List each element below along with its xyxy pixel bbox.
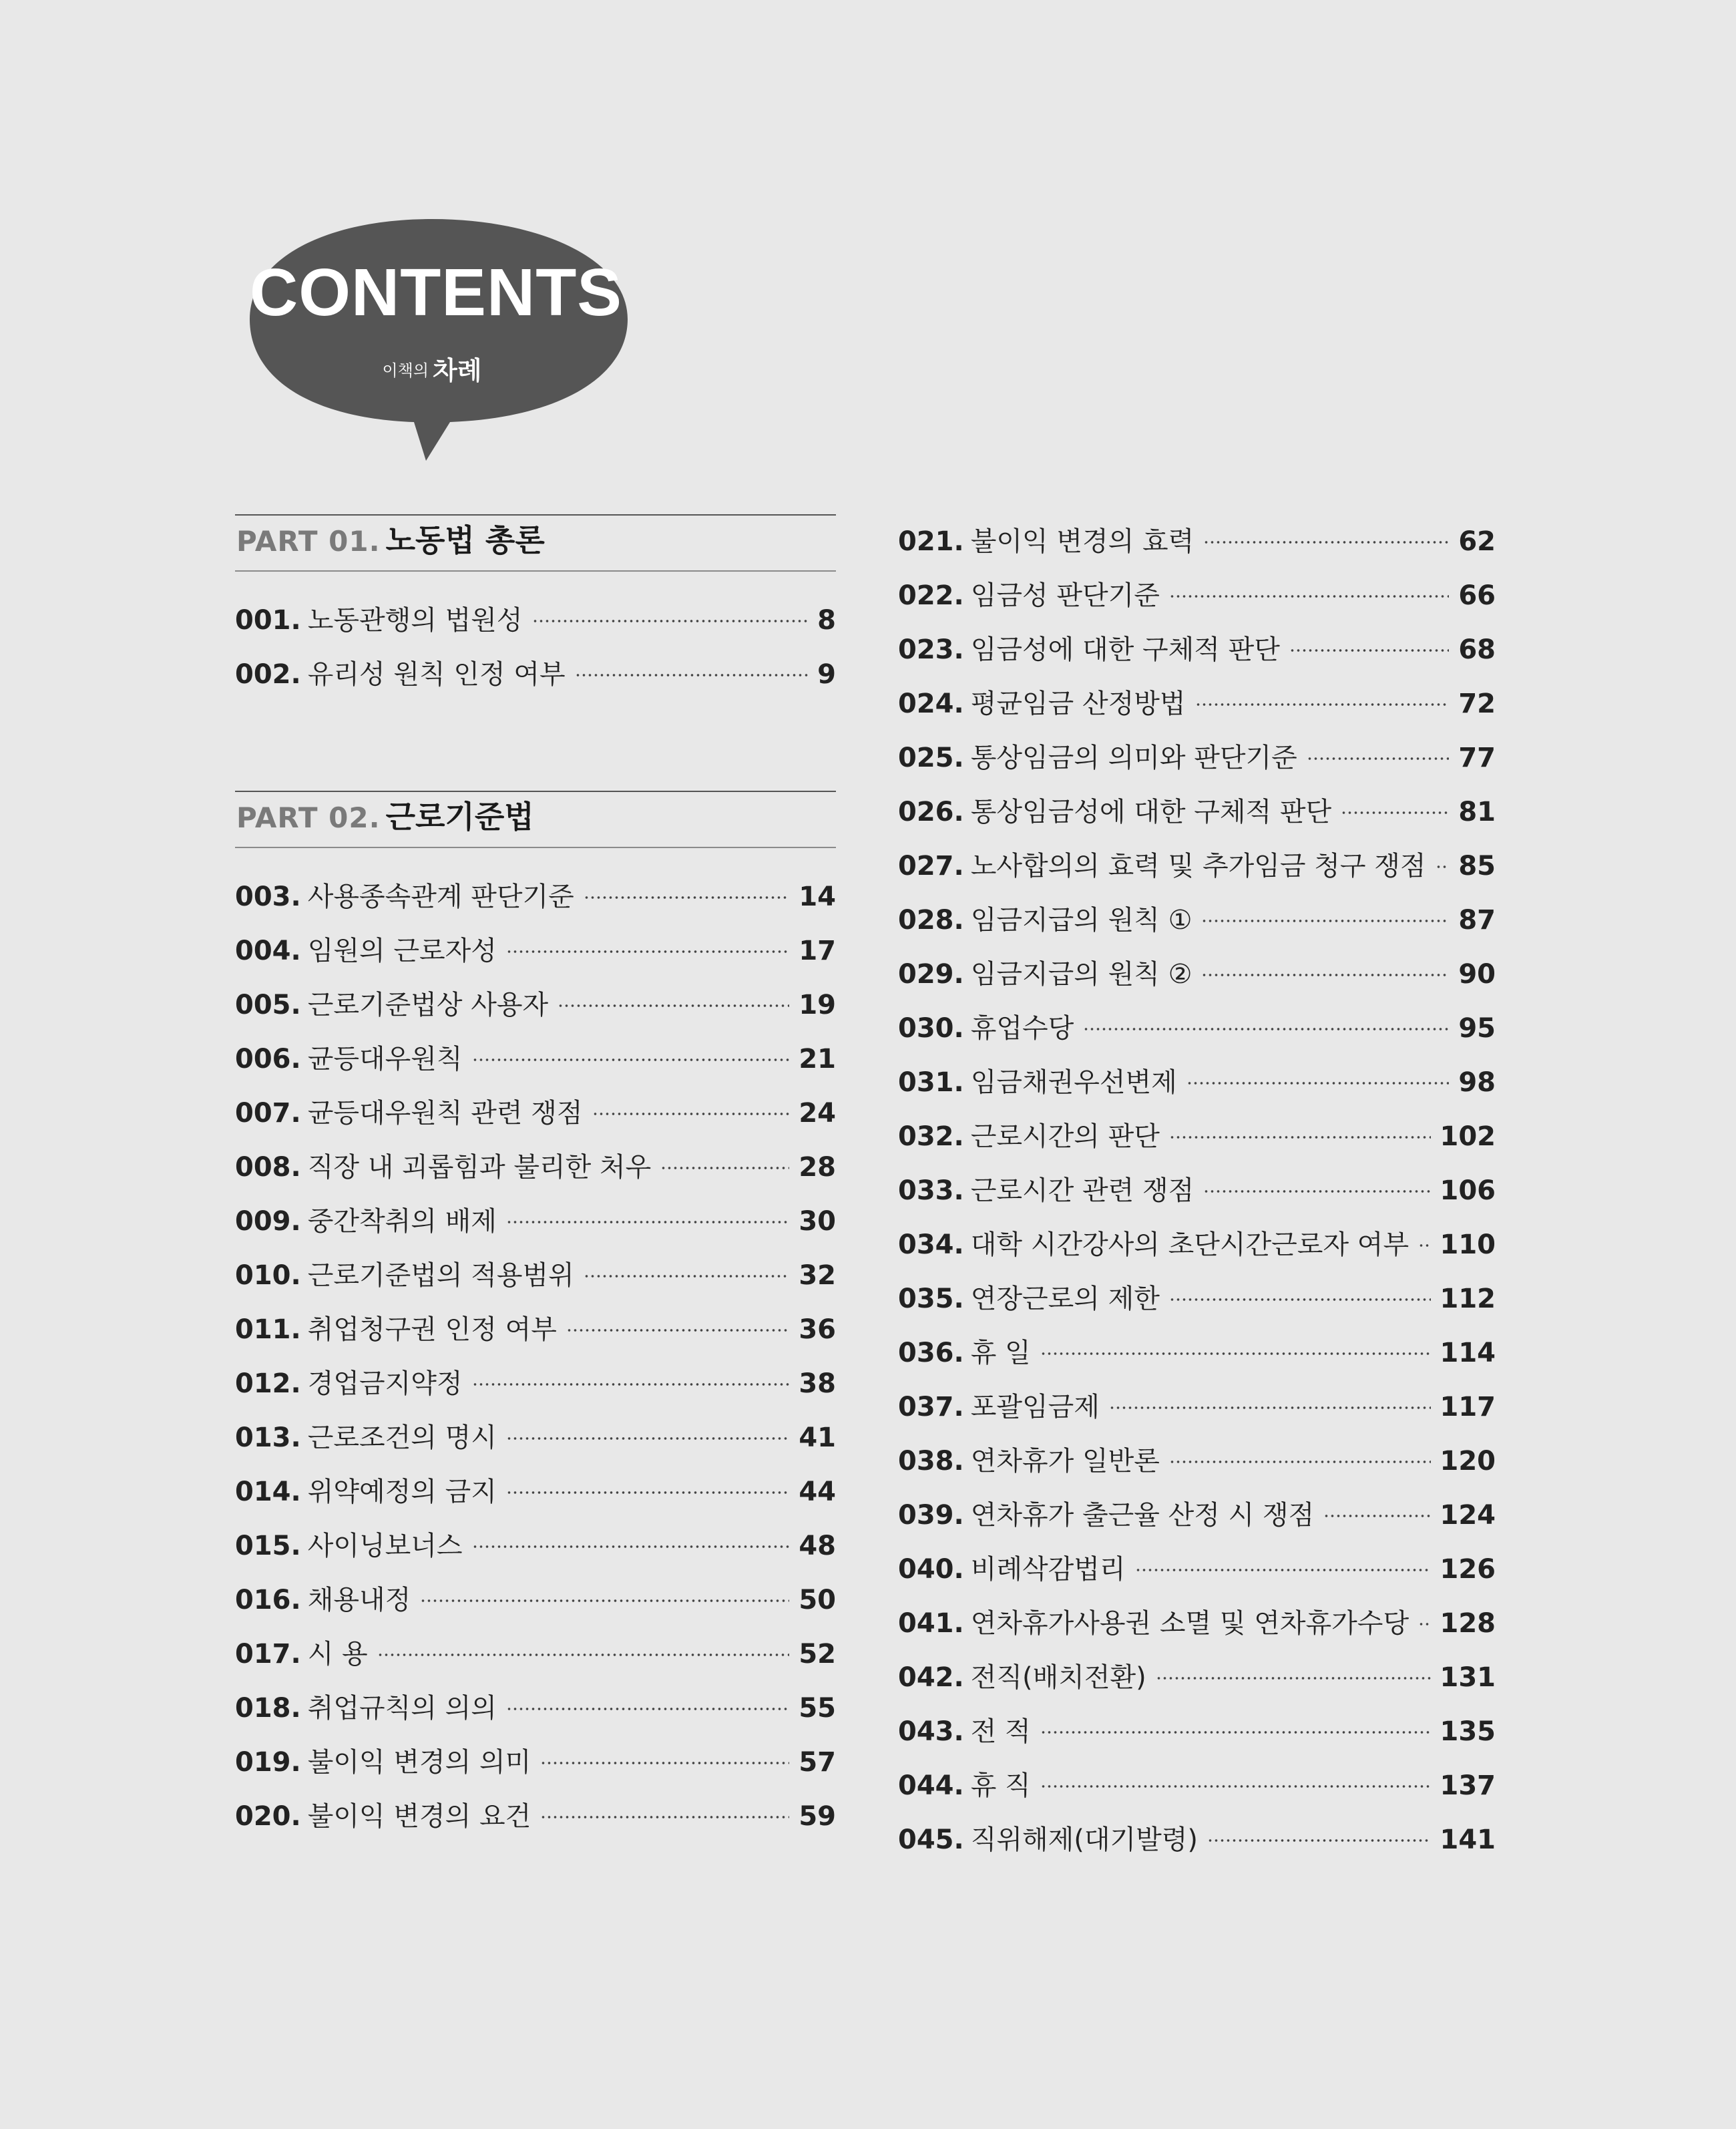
entry-number: 021. — [898, 526, 964, 557]
entry-title: 채용내정 — [307, 1585, 411, 1615]
dot-leader — [1040, 1352, 1431, 1356]
dot-leader — [1186, 1081, 1450, 1085]
entry-page: 41 — [799, 1422, 836, 1453]
entry-number: 005. — [235, 990, 301, 1020]
entry-number: 016. — [235, 1585, 301, 1615]
entry-number: 017. — [235, 1639, 301, 1670]
dot-leader — [592, 1112, 790, 1116]
entry-page: 112 — [1440, 1284, 1496, 1314]
toc-entry[interactable] — [235, 1364, 836, 1404]
part-bottom-rule — [235, 570, 836, 572]
dot-leader — [1289, 648, 1449, 652]
toc-entry[interactable] — [898, 1495, 1496, 1535]
entry-number: 020. — [235, 1801, 301, 1832]
part-name: 근로기준법 — [385, 799, 534, 835]
entry-title: 취업규칙의 의의 — [307, 1693, 497, 1724]
entry-title: 불이익 변경의 요건 — [307, 1801, 531, 1832]
dot-leader — [1169, 1460, 1431, 1464]
part-number: PART 01. — [236, 525, 381, 558]
dot-leader — [1169, 1298, 1431, 1302]
toc-entry[interactable] — [235, 1742, 836, 1782]
entry-number: 044. — [898, 1770, 964, 1801]
entry-number: 011. — [235, 1314, 301, 1345]
entry-title: 근로시간의 판단 — [970, 1121, 1160, 1152]
entry-number: 004. — [235, 936, 301, 966]
toc-entry[interactable] — [898, 1333, 1496, 1373]
dot-leader — [575, 673, 809, 677]
entry-page: 120 — [1440, 1446, 1496, 1477]
entry-number: 003. — [235, 882, 301, 912]
entry-page: 14 — [799, 882, 836, 912]
dot-leader — [1341, 811, 1449, 815]
contents-subtitle — [250, 358, 614, 383]
entry-title: 시 용 — [307, 1639, 368, 1670]
dot-leader — [472, 1058, 790, 1062]
entry-page: 68 — [1458, 634, 1496, 665]
entry-number: 018. — [235, 1693, 301, 1724]
entry-title: 근로시간 관련 쟁점 — [970, 1175, 1195, 1206]
toc-entry[interactable] — [235, 1796, 836, 1836]
part-name: 노동법 총론 — [385, 522, 545, 558]
entry-page: 117 — [1440, 1392, 1496, 1422]
toc-entry[interactable] — [898, 1441, 1496, 1481]
entry-page: 110 — [1440, 1229, 1496, 1260]
entry-page: 128 — [1440, 1608, 1496, 1639]
entry-number: 034. — [898, 1229, 964, 1260]
entry-page: 36 — [799, 1314, 836, 1345]
entry-page: 85 — [1458, 851, 1496, 882]
entry-title: 연차휴가 일반론 — [970, 1446, 1160, 1477]
entry-number: 009. — [235, 1206, 301, 1237]
entry-page: 48 — [799, 1531, 836, 1561]
entry-title: 연차휴가사용권 소멸 및 연차휴가수당 — [970, 1608, 1409, 1639]
entry-number: 015. — [235, 1531, 301, 1561]
entry-number: 001. — [235, 605, 301, 636]
entry-number: 019. — [235, 1747, 301, 1778]
dot-leader — [420, 1599, 789, 1603]
toc-entry[interactable] — [898, 954, 1496, 994]
dot-leader — [1203, 1189, 1430, 1193]
dot-leader — [584, 1274, 790, 1278]
entry-title: 임금채권우선변제 — [970, 1067, 1177, 1098]
entry-number: 010. — [235, 1260, 301, 1291]
dot-leader — [506, 1491, 789, 1495]
toc-entry[interactable] — [898, 684, 1496, 724]
toc-entry[interactable] — [235, 1093, 836, 1133]
entry-number: 042. — [898, 1662, 964, 1693]
entry-number: 007. — [235, 1098, 301, 1129]
dot-leader — [506, 950, 789, 954]
entry-number: 022. — [898, 580, 964, 611]
entry-title: 균등대우원칙 — [307, 1044, 463, 1075]
entry-number: 006. — [235, 1044, 301, 1075]
entry-number: 040. — [898, 1554, 964, 1585]
entry-title: 사용종속관계 판단기준 — [307, 882, 574, 912]
entry-page: 17 — [799, 936, 836, 966]
dot-leader — [1040, 1784, 1431, 1788]
toc-entry[interactable] — [235, 1310, 836, 1350]
entry-page: 137 — [1440, 1770, 1496, 1801]
entry-title: 근로조건의 명시 — [307, 1422, 497, 1453]
entry-title: 전직(배치전환) — [970, 1662, 1146, 1693]
toc-entry[interactable] — [898, 630, 1496, 670]
entry-page: 90 — [1458, 959, 1496, 990]
toc-entry[interactable] — [235, 1418, 836, 1458]
entry-page: 44 — [799, 1477, 836, 1507]
entry-number: 008. — [235, 1152, 301, 1183]
entry-title: 위약예정의 금지 — [307, 1477, 497, 1507]
toc-entry[interactable] — [898, 1062, 1496, 1103]
dot-leader — [1436, 865, 1450, 869]
entry-title: 중간착취의 배제 — [307, 1206, 497, 1237]
toc-entry[interactable] — [898, 522, 1496, 562]
toc-entry[interactable] — [235, 877, 836, 917]
dot-leader — [1156, 1676, 1431, 1680]
entry-page: 57 — [799, 1747, 836, 1778]
dot-leader — [1323, 1514, 1430, 1518]
dot-leader — [1201, 919, 1449, 923]
entry-page: 124 — [1440, 1500, 1496, 1531]
entry-number: 045. — [898, 1824, 964, 1855]
speech-bubble-shape — [250, 218, 628, 461]
toc-entry[interactable] — [235, 1580, 836, 1620]
entry-page: 66 — [1458, 580, 1496, 611]
entry-page: 81 — [1458, 797, 1496, 827]
entry-page: 28 — [799, 1152, 836, 1183]
entry-page: 19 — [799, 990, 836, 1020]
dot-leader — [506, 1436, 789, 1440]
part-label — [236, 522, 545, 558]
toc-entry[interactable] — [898, 738, 1496, 778]
dot-leader — [472, 1545, 790, 1549]
dot-leader — [1418, 1243, 1430, 1247]
entry-number: 014. — [235, 1477, 301, 1507]
toc-entry[interactable] — [898, 1658, 1496, 1698]
entry-number: 027. — [898, 851, 964, 882]
toc-entry[interactable] — [235, 1147, 836, 1187]
part-label — [236, 799, 534, 835]
entry-title: 비례삭감법리 — [970, 1554, 1126, 1585]
entry-number: 029. — [898, 959, 964, 990]
dot-leader — [1169, 1135, 1431, 1139]
entry-page: 55 — [799, 1693, 836, 1724]
entry-number: 041. — [898, 1608, 964, 1639]
toc-entry[interactable] — [235, 1634, 836, 1674]
toc-entry[interactable] — [235, 1688, 836, 1728]
dot-leader — [558, 1004, 789, 1008]
entry-number: 033. — [898, 1175, 964, 1206]
contents-title: CONTENTS — [250, 255, 622, 330]
toc-entry[interactable] — [235, 931, 836, 971]
entry-number: 043. — [898, 1716, 964, 1747]
toc-entry[interactable] — [898, 1225, 1496, 1265]
toc-entry[interactable] — [898, 792, 1496, 832]
toc-entry[interactable] — [898, 846, 1496, 886]
entry-title: 근로기준법의 적용범위 — [307, 1260, 574, 1291]
entry-page: 131 — [1440, 1662, 1496, 1693]
entry-page: 30 — [799, 1206, 836, 1237]
toc-entry[interactable] — [898, 1820, 1496, 1860]
entry-title: 사이닝보너스 — [307, 1531, 463, 1561]
toc-entry[interactable] — [235, 1255, 836, 1296]
dot-leader — [566, 1328, 789, 1332]
dot-leader — [1040, 1730, 1431, 1734]
entry-page: 102 — [1440, 1121, 1496, 1152]
entry-page: 24 — [799, 1098, 836, 1129]
entry-page: 114 — [1440, 1338, 1496, 1368]
dot-leader — [1109, 1406, 1431, 1410]
toc-entry[interactable] — [898, 1008, 1496, 1048]
dot-leader — [377, 1653, 790, 1657]
toc-entry[interactable] — [235, 654, 836, 695]
entry-number: 039. — [898, 1500, 964, 1531]
part-top-rule — [235, 791, 836, 792]
entry-title: 연장근로의 제한 — [970, 1284, 1160, 1314]
entry-page: 87 — [1458, 905, 1496, 936]
entry-number: 002. — [235, 659, 301, 690]
dot-leader — [1207, 1838, 1430, 1843]
dot-leader — [1203, 540, 1449, 544]
toc-entry[interactable] — [898, 1117, 1496, 1157]
entry-page: 52 — [799, 1639, 836, 1670]
entry-page: 8 — [817, 605, 836, 636]
entry-title: 임금성 판단기준 — [970, 580, 1160, 611]
entry-page: 59 — [799, 1801, 836, 1832]
entry-title: 통상임금의 의미와 판단기준 — [970, 743, 1297, 773]
dot-leader — [540, 1761, 789, 1765]
entry-page: 62 — [1458, 526, 1496, 557]
dot-leader — [1135, 1568, 1431, 1572]
toc-entry[interactable] — [235, 600, 836, 640]
entry-number: 035. — [898, 1284, 964, 1314]
part-number: PART 02. — [236, 801, 381, 834]
toc-entry[interactable] — [898, 1387, 1496, 1427]
entry-page: 135 — [1440, 1716, 1496, 1747]
entry-page: 9 — [817, 659, 836, 690]
entry-page: 126 — [1440, 1554, 1496, 1585]
toc-entry[interactable] — [235, 1039, 836, 1079]
entry-title: 임원의 근로자성 — [307, 936, 497, 966]
entry-title: 유리성 원칙 인정 여부 — [307, 659, 566, 690]
entry-number: 037. — [898, 1392, 964, 1422]
dot-leader — [1201, 973, 1449, 977]
entry-number: 038. — [898, 1446, 964, 1477]
dot-leader — [584, 896, 790, 900]
entry-title: 경업금지약정 — [307, 1368, 463, 1399]
entry-number: 012. — [235, 1368, 301, 1399]
toc-entry[interactable] — [898, 1171, 1496, 1211]
entry-title: 노동관행의 법원성 — [307, 605, 523, 636]
entry-title: 휴 직 — [970, 1770, 1031, 1801]
subtitle-small: 이책의 — [382, 361, 429, 380]
part-top-rule — [235, 514, 836, 516]
entry-title: 임금성에 대한 구체적 판단 — [970, 634, 1280, 665]
entry-title: 임금지급의 원칙 ① — [970, 905, 1192, 936]
entry-number: 032. — [898, 1121, 964, 1152]
dot-leader — [506, 1220, 789, 1224]
entry-title: 연차휴가 출근율 산정 시 쟁점 — [970, 1500, 1315, 1531]
entry-title: 불이익 변경의 의미 — [307, 1747, 531, 1778]
dot-leader — [532, 619, 809, 623]
dot-leader — [1418, 1622, 1430, 1626]
part-bottom-rule — [235, 847, 836, 848]
entry-title: 균등대우원칙 관련 쟁점 — [307, 1098, 583, 1129]
entry-title: 직위해제(대기발령) — [970, 1824, 1199, 1855]
entry-number: 026. — [898, 797, 964, 827]
entry-page: 72 — [1458, 689, 1496, 719]
entry-title: 평균임금 산정방법 — [970, 689, 1186, 719]
contents-bubble — [250, 218, 628, 461]
entry-number: 023. — [898, 634, 964, 665]
dot-leader — [1083, 1027, 1449, 1031]
toc-entry[interactable] — [898, 1549, 1496, 1589]
toc-entry[interactable] — [898, 1603, 1496, 1643]
toc-entry[interactable] — [898, 1712, 1496, 1752]
toc-entry[interactable] — [235, 1201, 836, 1241]
entry-title: 통상임금성에 대한 구체적 판단 — [970, 797, 1332, 827]
entry-title: 대학 시간강사의 초단시간근로자 여부 — [970, 1229, 1409, 1260]
entry-title: 노사합의의 효력 및 추가임금 청구 쟁점 — [970, 851, 1426, 882]
entry-page: 77 — [1458, 743, 1496, 773]
toc-entry[interactable] — [898, 576, 1496, 616]
dot-leader — [660, 1166, 789, 1170]
subtitle-big: 차례 — [433, 356, 482, 385]
entry-number: 030. — [898, 1013, 964, 1044]
entry-page: 141 — [1440, 1824, 1496, 1855]
entry-page: 98 — [1458, 1067, 1496, 1098]
entry-title: 전 적 — [970, 1716, 1031, 1747]
entry-title: 임금지급의 원칙 ② — [970, 959, 1192, 990]
entry-title: 직장 내 괴롭힘과 불리한 처우 — [307, 1152, 652, 1183]
entry-page: 95 — [1458, 1013, 1496, 1044]
toc-entry[interactable] — [898, 1279, 1496, 1319]
entry-page: 32 — [799, 1260, 836, 1291]
toc-entry[interactable] — [235, 1526, 836, 1566]
dot-leader — [1195, 703, 1450, 707]
toc-entry[interactable] — [235, 985, 836, 1025]
toc-entry[interactable] — [898, 1766, 1496, 1806]
toc-entry[interactable] — [235, 1472, 836, 1512]
entry-number: 028. — [898, 905, 964, 936]
entry-number: 024. — [898, 689, 964, 719]
dot-leader — [1169, 594, 1449, 598]
entry-page: 50 — [799, 1585, 836, 1615]
toc-entry[interactable] — [898, 900, 1496, 940]
entry-number: 025. — [898, 743, 964, 773]
entry-title: 휴 일 — [970, 1338, 1031, 1368]
entry-number: 031. — [898, 1067, 964, 1098]
entry-page: 106 — [1440, 1175, 1496, 1206]
entry-title: 취업청구권 인정 여부 — [307, 1314, 557, 1345]
entry-page: 21 — [799, 1044, 836, 1075]
entry-title: 근로기준법상 사용자 — [307, 990, 549, 1020]
entry-title: 불이익 변경의 효력 — [970, 526, 1195, 557]
dot-leader — [506, 1707, 789, 1711]
entry-title: 포괄임금제 — [970, 1392, 1100, 1422]
dot-leader — [472, 1382, 790, 1386]
entry-number: 013. — [235, 1422, 301, 1453]
entry-page: 38 — [799, 1368, 836, 1399]
entry-title: 휴업수당 — [970, 1013, 1074, 1044]
dot-leader — [540, 1815, 789, 1819]
entry-number: 036. — [898, 1338, 964, 1368]
dot-leader — [1307, 757, 1450, 761]
